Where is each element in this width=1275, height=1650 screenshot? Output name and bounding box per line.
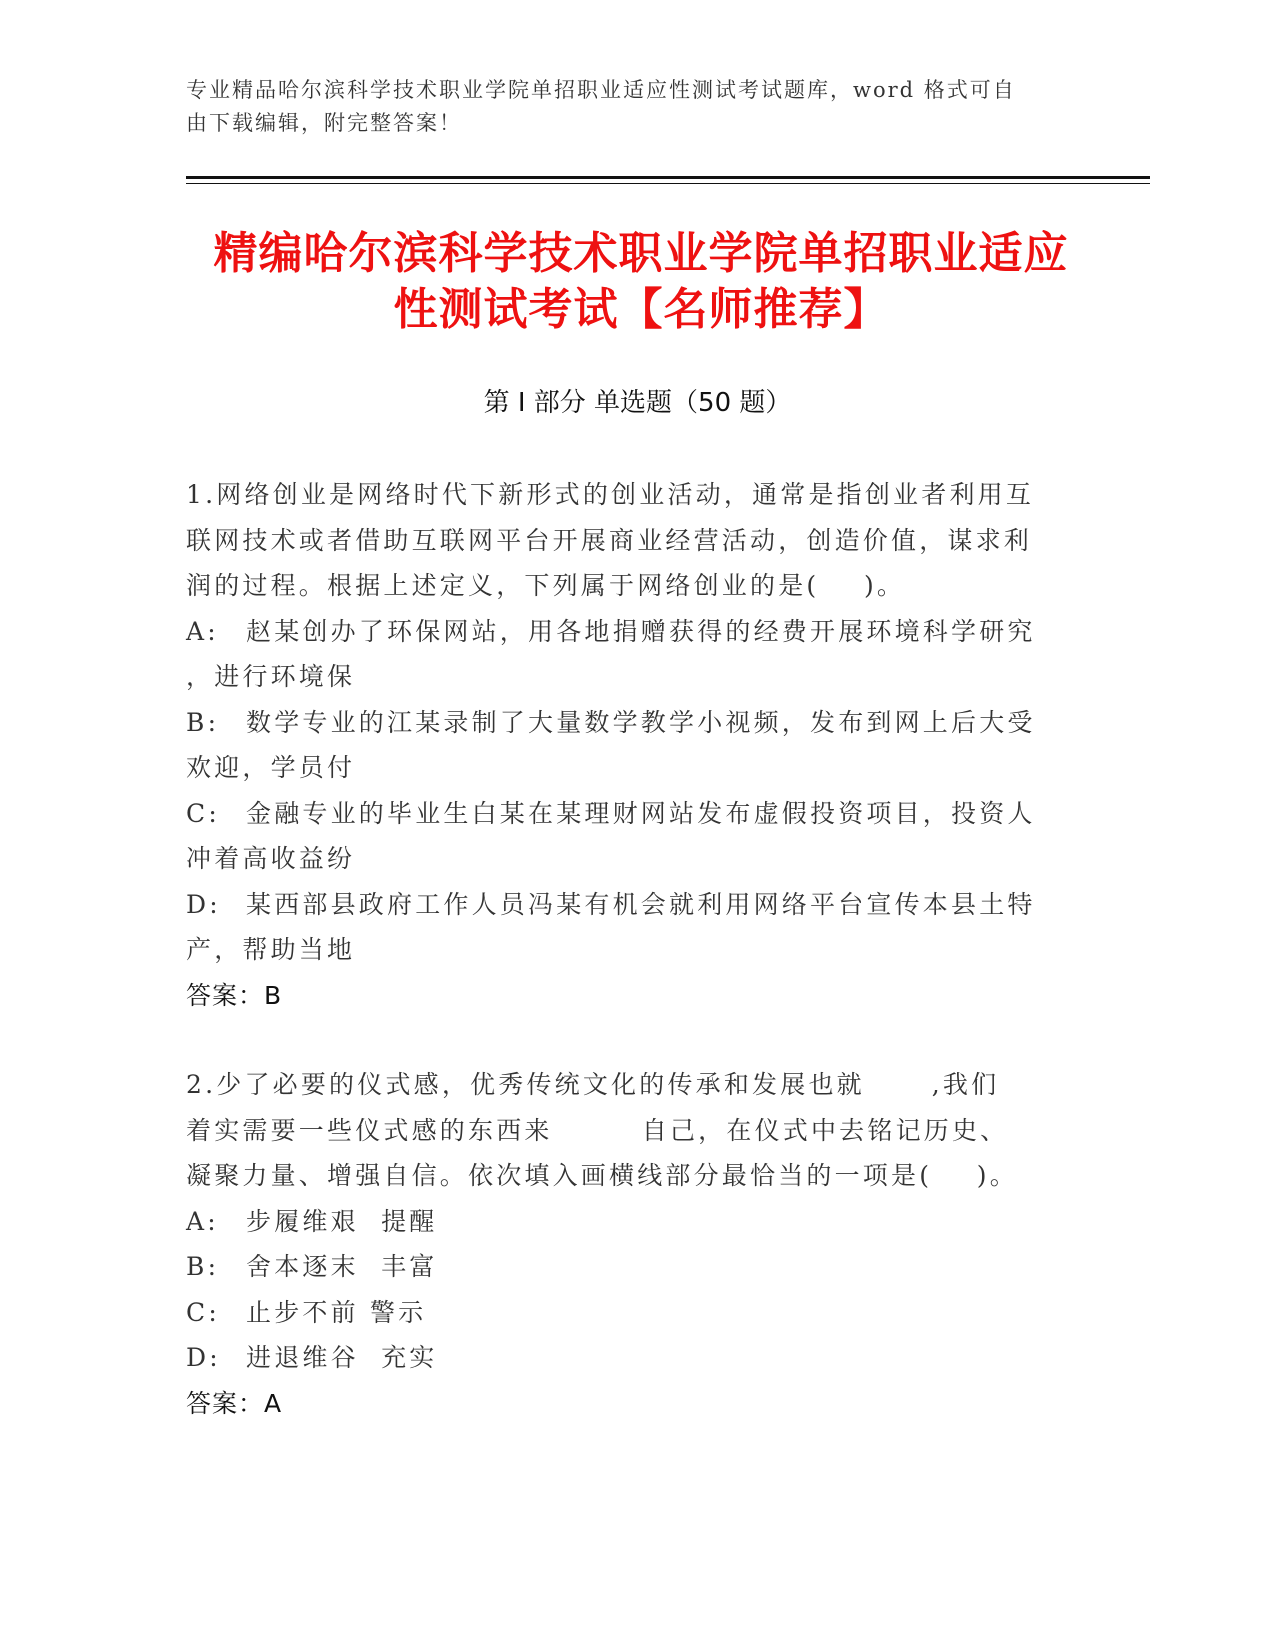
header-note-line: 由下载编辑，附完整答案！ [186,111,462,135]
option-a [186,609,1066,700]
option-b [186,700,1066,791]
option-text: 舍本逐末 丰富 [246,1252,438,1281]
option-c [186,791,1066,882]
answer-line: 答案：B [186,980,283,1010]
header-rule-thick [186,176,1150,179]
option-text: 步履维艰 提醒 [246,1206,438,1236]
option-text: ，进行环境保 [186,662,356,691]
question-stem-line: 1.网络创业是网络时代下新形式的创业活动，通常是指创业者利用互 [186,480,1035,509]
section-heading: 第 I 部分 单选题（50 题） [483,388,792,418]
option-text: 某西部县政府工作人员冯某有机会就利用网络平台宣传本县土特 [246,889,1036,919]
question-stem-line: 2.少了必要的仪式感，优秀传统文化的传承和发展也就 ,我们 [186,1070,1000,1099]
option-letter: A: [186,616,219,646]
option-letter: D: [186,889,221,919]
option-letter: B: [186,1252,220,1281]
option-b [186,1244,1066,1290]
header-note-line: 专业精品哈尔滨科学技术职业学院单招职业适应性测试考试题库，word 格式可自 [186,78,1016,102]
option-d [186,1335,1066,1381]
question-stem-line: 联网技术或者借助互联网平台开展商业经营活动，创造价值，谋求利 [186,525,1033,555]
option-text: 欢迎，学员付 [186,753,356,782]
option-text: 进退维谷 充实 [246,1343,438,1372]
question-item [186,1062,1066,1426]
title-line: 精编哈尔滨科学技术职业学院单招职业适应 [213,228,1069,279]
option-d [186,882,1066,973]
option-text: 冲着高收益纷 [186,844,356,873]
option-c [186,1290,1066,1336]
option-text: 赵某创办了环保网站，用各地捐赠获得的经费开展环境科学研究 [246,616,1036,646]
question-item [186,472,1066,1018]
option-letter: D: [186,1343,221,1372]
header-note [186,74,1066,140]
option-letter: B: [186,707,220,737]
option-letter: C: [186,798,220,828]
question-stem-line: 润的过程。根据上述定义，下列属于网络创业的是( )。 [186,571,906,600]
option-text: 产，帮助当地 [186,935,356,964]
header-rule-thin [186,183,1150,184]
option-a [186,1199,1066,1245]
option-letter: A: [186,1206,219,1236]
option-letter: C: [186,1297,220,1327]
question-stem-line: 凝聚力量、增强自信。依次填入画横线部分最恰当的一项是( )。 [186,1161,1018,1190]
option-text: 止步不前 警示 [246,1297,427,1327]
answer-line: 答案：A [186,1388,283,1418]
option-text: 数学专业的江某录制了大量数学教学小视频，发布到网上后大受 [246,707,1036,737]
option-text: 金融专业的毕业生白某在某理财网站发布虚假投资项目，投资人 [246,798,1036,828]
title-line: 性测试考试【名师推荐】 [393,284,889,335]
question-stem-line: 着实需要一些仪式感的东西来 自己，在仪式中去铭记历史、 [186,1115,1009,1145]
document-title [186,226,1096,338]
question-list [186,472,1066,1470]
